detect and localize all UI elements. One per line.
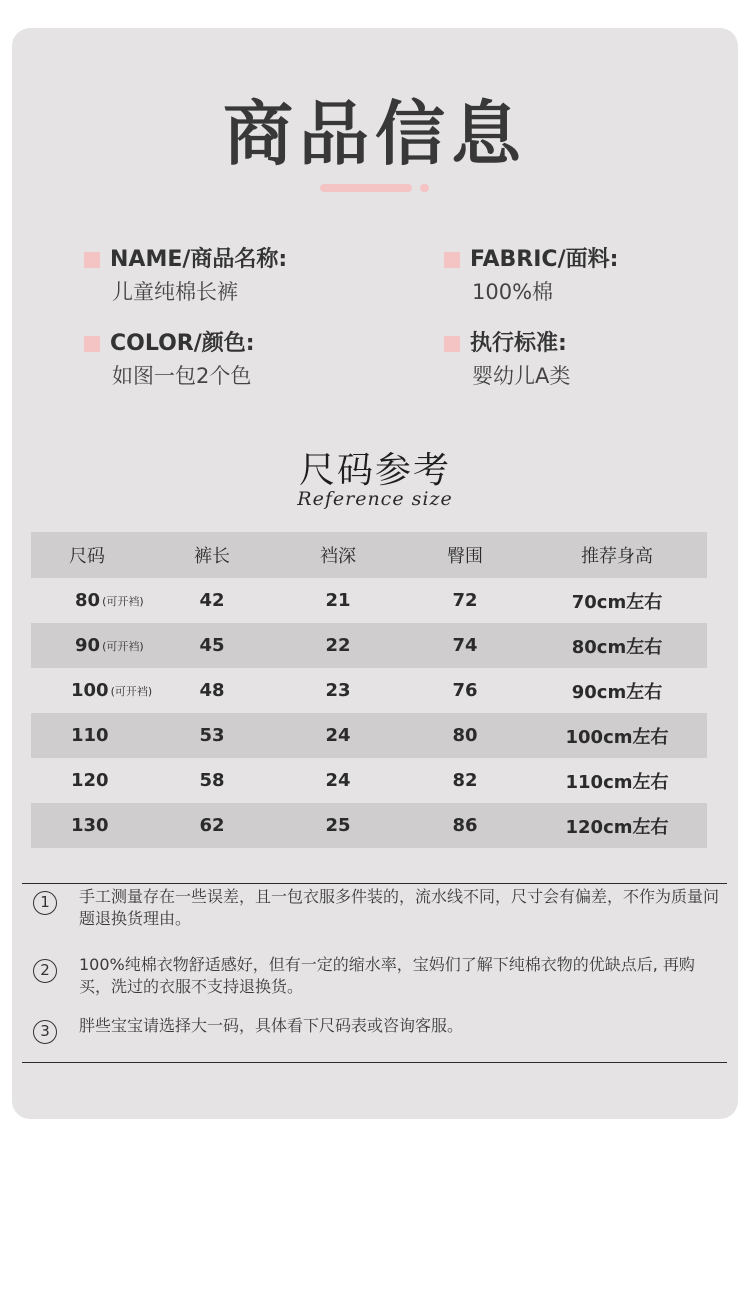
bullet-square-icon [444, 252, 460, 268]
size-value: 110 [71, 725, 109, 746]
rise-cell: 24 [325, 725, 351, 746]
length-cell: 48 [199, 680, 225, 701]
info-name-label: NAME/商品名称: [110, 247, 288, 272]
length-cell: 62 [199, 815, 225, 836]
info-color-label: COLOR/颜色: [110, 331, 255, 356]
height-cell: 100cm左右 [565, 726, 669, 748]
note-text: 100%纯棉衣物舒适感好，但有一定的缩水率，宝妈们了解下纯棉衣物的优缺点后, 再购买，洗过的衣服不支持退换货。 [79, 955, 695, 996]
page-title: 商品信息 [223, 93, 527, 175]
circled-number-icon: 3 [33, 1020, 57, 1044]
bullet-square-icon [444, 336, 460, 352]
hip-cell: 86 [452, 815, 478, 836]
size-table [31, 532, 707, 848]
title-decoration-dot [420, 184, 429, 192]
length-cell: 45 [199, 635, 225, 656]
note-text: 胖些宝宝请选择大一码，具体看下尺码表或咨询客服。 [79, 1016, 464, 1035]
length-cell: 58 [199, 770, 225, 791]
header-size: 尺码 [69, 546, 105, 567]
info-standard-label: 执行标准: [470, 331, 567, 356]
table-row [31, 578, 707, 623]
info-color-value: 如图一包2个色 [112, 364, 252, 388]
hip-cell: 72 [452, 590, 478, 611]
rise-cell: 25 [325, 815, 351, 836]
table-row [31, 623, 707, 668]
height-cell: 80cm左右 [571, 636, 663, 658]
rise-cell: 23 [325, 680, 351, 701]
table-row [31, 803, 707, 848]
circled-number-icon: 1 [33, 891, 57, 915]
size-value: 100 [71, 680, 109, 701]
hip-cell: 76 [452, 680, 478, 701]
header-hip: 臀围 [447, 546, 483, 567]
table-row [31, 758, 707, 803]
hip-cell: 74 [452, 635, 478, 656]
size-section-title: 尺码参考 [298, 450, 451, 491]
size-cell [31, 713, 143, 758]
size-cell [31, 758, 143, 803]
length-cell: 42 [199, 590, 225, 611]
title-decoration-bar [320, 184, 412, 192]
rise-cell: 22 [325, 635, 351, 656]
size-note: (可开裆) [102, 594, 144, 608]
height-cell: 90cm左右 [571, 681, 663, 703]
table-row [31, 713, 707, 758]
size-cell [31, 578, 143, 623]
info-fabric-label: FABRIC/面料: [470, 247, 619, 272]
size-value: 90 [75, 635, 101, 656]
height-cell: 70cm左右 [571, 591, 663, 613]
rise-cell: 21 [325, 590, 351, 611]
hip-cell: 82 [452, 770, 478, 791]
size-section-subtitle: Reference size [297, 488, 453, 510]
bullet-square-icon [84, 252, 100, 268]
header-height: 推荐身高 [581, 546, 653, 567]
notes-bottom-divider [22, 1062, 727, 1063]
size-cell [31, 668, 153, 713]
size-cell [31, 803, 143, 848]
size-value: 120 [71, 770, 109, 791]
table-header-row [31, 532, 707, 578]
hip-cell: 80 [452, 725, 478, 746]
header-length: 裤长 [194, 546, 230, 567]
size-note: (可开裆) [102, 639, 144, 653]
height-cell: 120cm左右 [565, 816, 669, 838]
info-name-value: 儿童纯棉长裤 [112, 280, 238, 304]
table-row [31, 668, 707, 713]
bullet-square-icon [84, 336, 100, 352]
circled-number-icon: 2 [33, 959, 57, 983]
size-note: (可开裆) [110, 684, 153, 698]
size-value: 80 [75, 590, 101, 611]
header-rise: 裆深 [320, 546, 356, 567]
notes-top-divider [22, 883, 727, 884]
info-standard-value: 婴幼儿A类 [472, 364, 571, 388]
size-value: 130 [71, 815, 109, 836]
info-fabric-value: 100%棉 [472, 280, 554, 304]
height-cell: 110cm左右 [565, 771, 669, 793]
note-text: 手工测量存在一些误差，且一包衣服多件装的，流水线不同，尺寸会有偏差，不作为质量问题退换货理由。 [79, 887, 720, 928]
rise-cell: 24 [325, 770, 351, 791]
size-cell [31, 623, 143, 668]
length-cell: 53 [199, 725, 225, 746]
